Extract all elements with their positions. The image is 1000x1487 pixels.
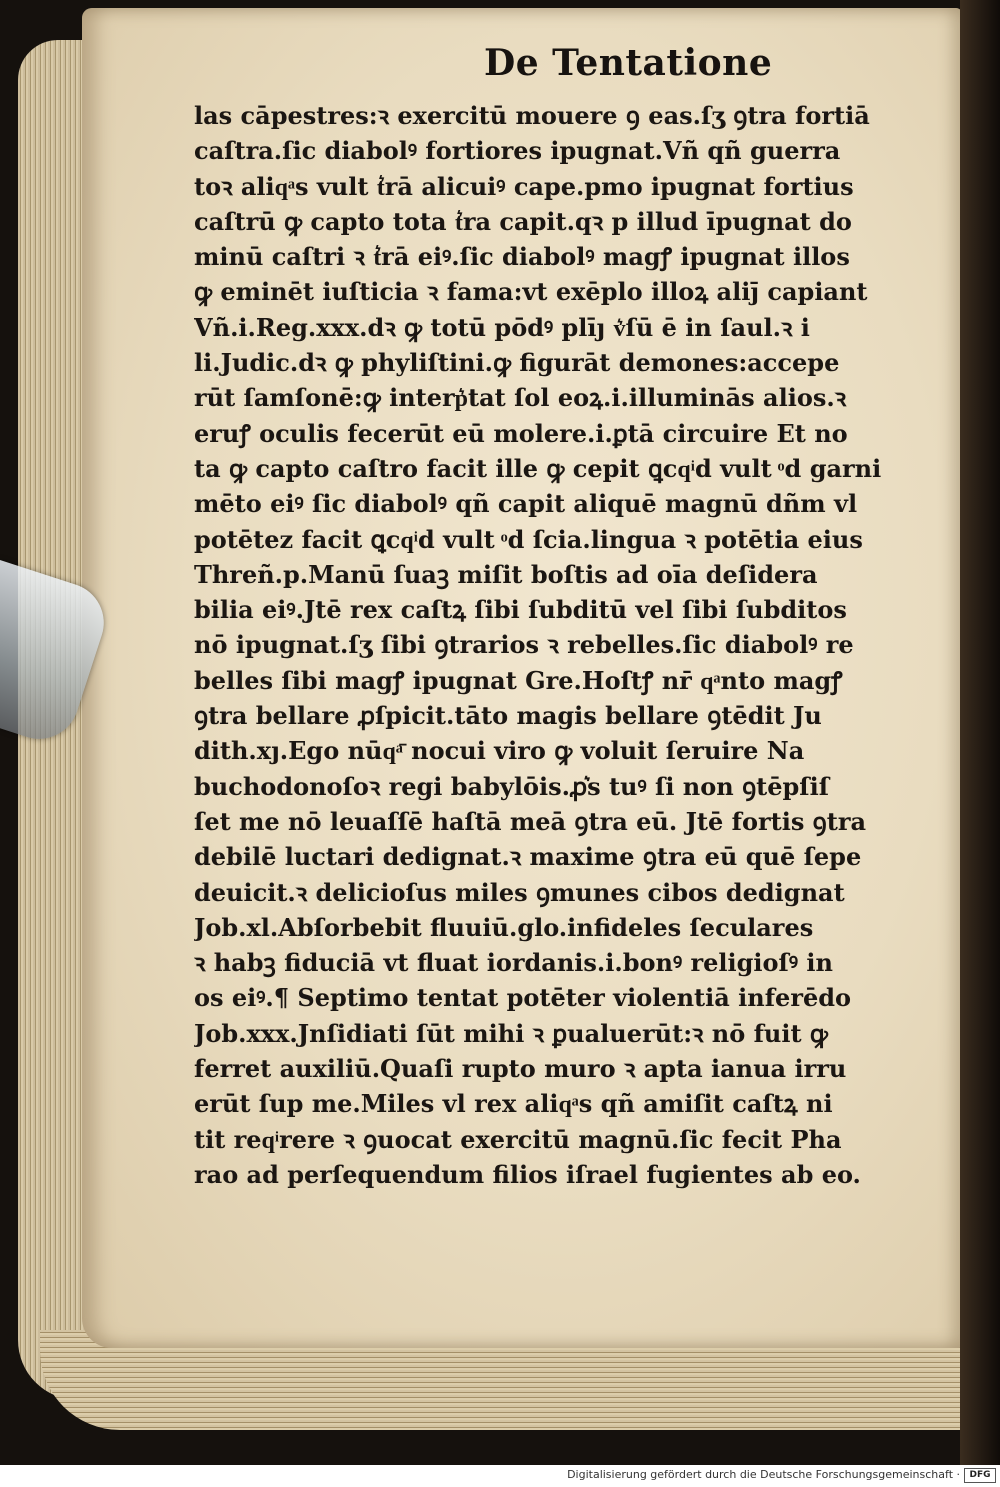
text-line: nō ipugnat.ſʒ ſibi ꝯtrarios ꝛ rebelles.ſic diabolꝰ re	[194, 630, 854, 660]
text-line: tit reqͥrere ꝛ ꝯuocat exercitū magnū.ſic fecit Pha	[194, 1124, 842, 1154]
text-line: ꝯtra bellare ꝓſpicit.tāto magis bellare ꝯtēdit Ju	[194, 701, 822, 731]
text-line: mēto eiꝰ ſic diabolꝰ qñ capit aliquē magnū dñm vl	[194, 489, 858, 519]
text-line: caſtra.ſic diabolꝰ fortiores ipugnat.Vñ qñ guerra	[194, 136, 841, 166]
dfg-logo: DFG	[964, 1468, 996, 1483]
text-line: erūt ſup me.Miles vl rex aliqͣs qñ amiſit caſtꝝ ni	[194, 1089, 833, 1119]
text-line: caſtrū ꝙ capto tota t͛ra capit.qꝛ p illud īpugnat do	[194, 206, 852, 236]
footer-bar	[0, 1465, 1000, 1487]
text-line: potētez facit ꝗcqͥd vult ͦd ſcia.lingua ꝛ potētia eius	[194, 524, 863, 554]
text-line: ferret auxiliū.Quaſi rupto muro ꝛ apta ianua irru	[194, 1054, 847, 1084]
text-line: ꝙ eminēt iuſticia ꝛ fama:vt exēplo illoꝝ aliȷ̄ capiant	[194, 277, 868, 307]
text-line: ſet me nō leuaſſē haſtā meā ꝯtra eū. Jtē fortis ꝯtra	[194, 806, 867, 836]
text-line: debilē luctari dedignat.ꝛ maxime ꝯtra eū quē ſepe	[194, 842, 862, 872]
text-line: li.Judic.dꝛ ꝙ phyliſtini.ꝙ figurāt demones:accepe	[194, 348, 840, 378]
text-line: Job.xl.Abſorbebit fluuiū.glo.infideles ſeculares	[194, 912, 814, 942]
text-line: ꝛ habꝫ fiduciā vt fluat iordanis.i.bonꝰ religioſꝰ in	[194, 948, 833, 978]
text-line: deuicit.ꝛ delicioſus miles ꝯmunes cibos dedignat	[194, 877, 845, 907]
text-line: belles ſibi magꝭ ipugnat Gre.Hoſtꝭ nr̄ qͣnto magꝭ	[194, 665, 843, 695]
text-line: bilia eiꝰ.Jtē rex caſtꝝ ſibi ſubditū vel ſibi ſubditos	[194, 595, 847, 625]
text-line: eruꝭ oculis fecerūt eū molere.i.ꝑtā circuire Et no	[194, 418, 848, 448]
text-line: buchodonoſoꝛ regi babylōis.ꝓ͛s tuꝰ ſi non ꝯtēpſiſ	[194, 771, 830, 801]
text-line: ta ꝙ capto caſtro facit ille ꝙ cepit ꝗcqͥd vult ͦd garni	[194, 453, 882, 483]
text-line: toꝛ aliqͣs vult t͛rā alicuiꝰ cape.pmo ipugnat fortius	[194, 171, 854, 201]
text-line: dith.xȷ.Ego nūqͣ̄ nocui viro ꝙ voluit ſeruire Na	[194, 736, 805, 766]
running-head: De Tentatione	[484, 42, 773, 84]
text-line: Vñ.i.Reg.xxx.dꝛ ꝙ totū pōdꝰ plīȷ v͛ſū ē in ſaul.ꝛ i	[194, 312, 810, 342]
funding-credit: Digitalisierung gefördert durch die Deutsche Forschungsgemeinschaft ·	[567, 1468, 960, 1481]
text-line: minū caſtri ꝛ t͛rā eiꝰ.ſic diabolꝰ magꝭ ipugnat illos	[194, 242, 850, 272]
text-block	[194, 98, 894, 1192]
text-line: rao ad perſequendum filios iſrael fugientes ab eo.	[194, 1159, 861, 1189]
text-line: las cāpestres:ꝛ exercitū mouere ꝯ eas.ſʒ ꝯtra fortiā	[194, 101, 870, 130]
book-gutter	[960, 0, 1000, 1465]
text-line: os eiꝰ.¶ Septimo tentat potēter violentiā inferēdo	[194, 983, 852, 1013]
text-line: rūt ſamſonē:ꝙ interp͛tat ſol eoꝝ.i.illuminās alios.ꝛ	[194, 383, 847, 413]
text-line: Job.xxx.Jnſidiati ſūt mihi ꝛ ꝑualuerūt:ꝛ nō fuit ꝙ	[194, 1018, 828, 1048]
text-line: Threñ.p.Manū ſuaꝫ miſit boſtis ad oīa deſidera	[194, 559, 818, 589]
